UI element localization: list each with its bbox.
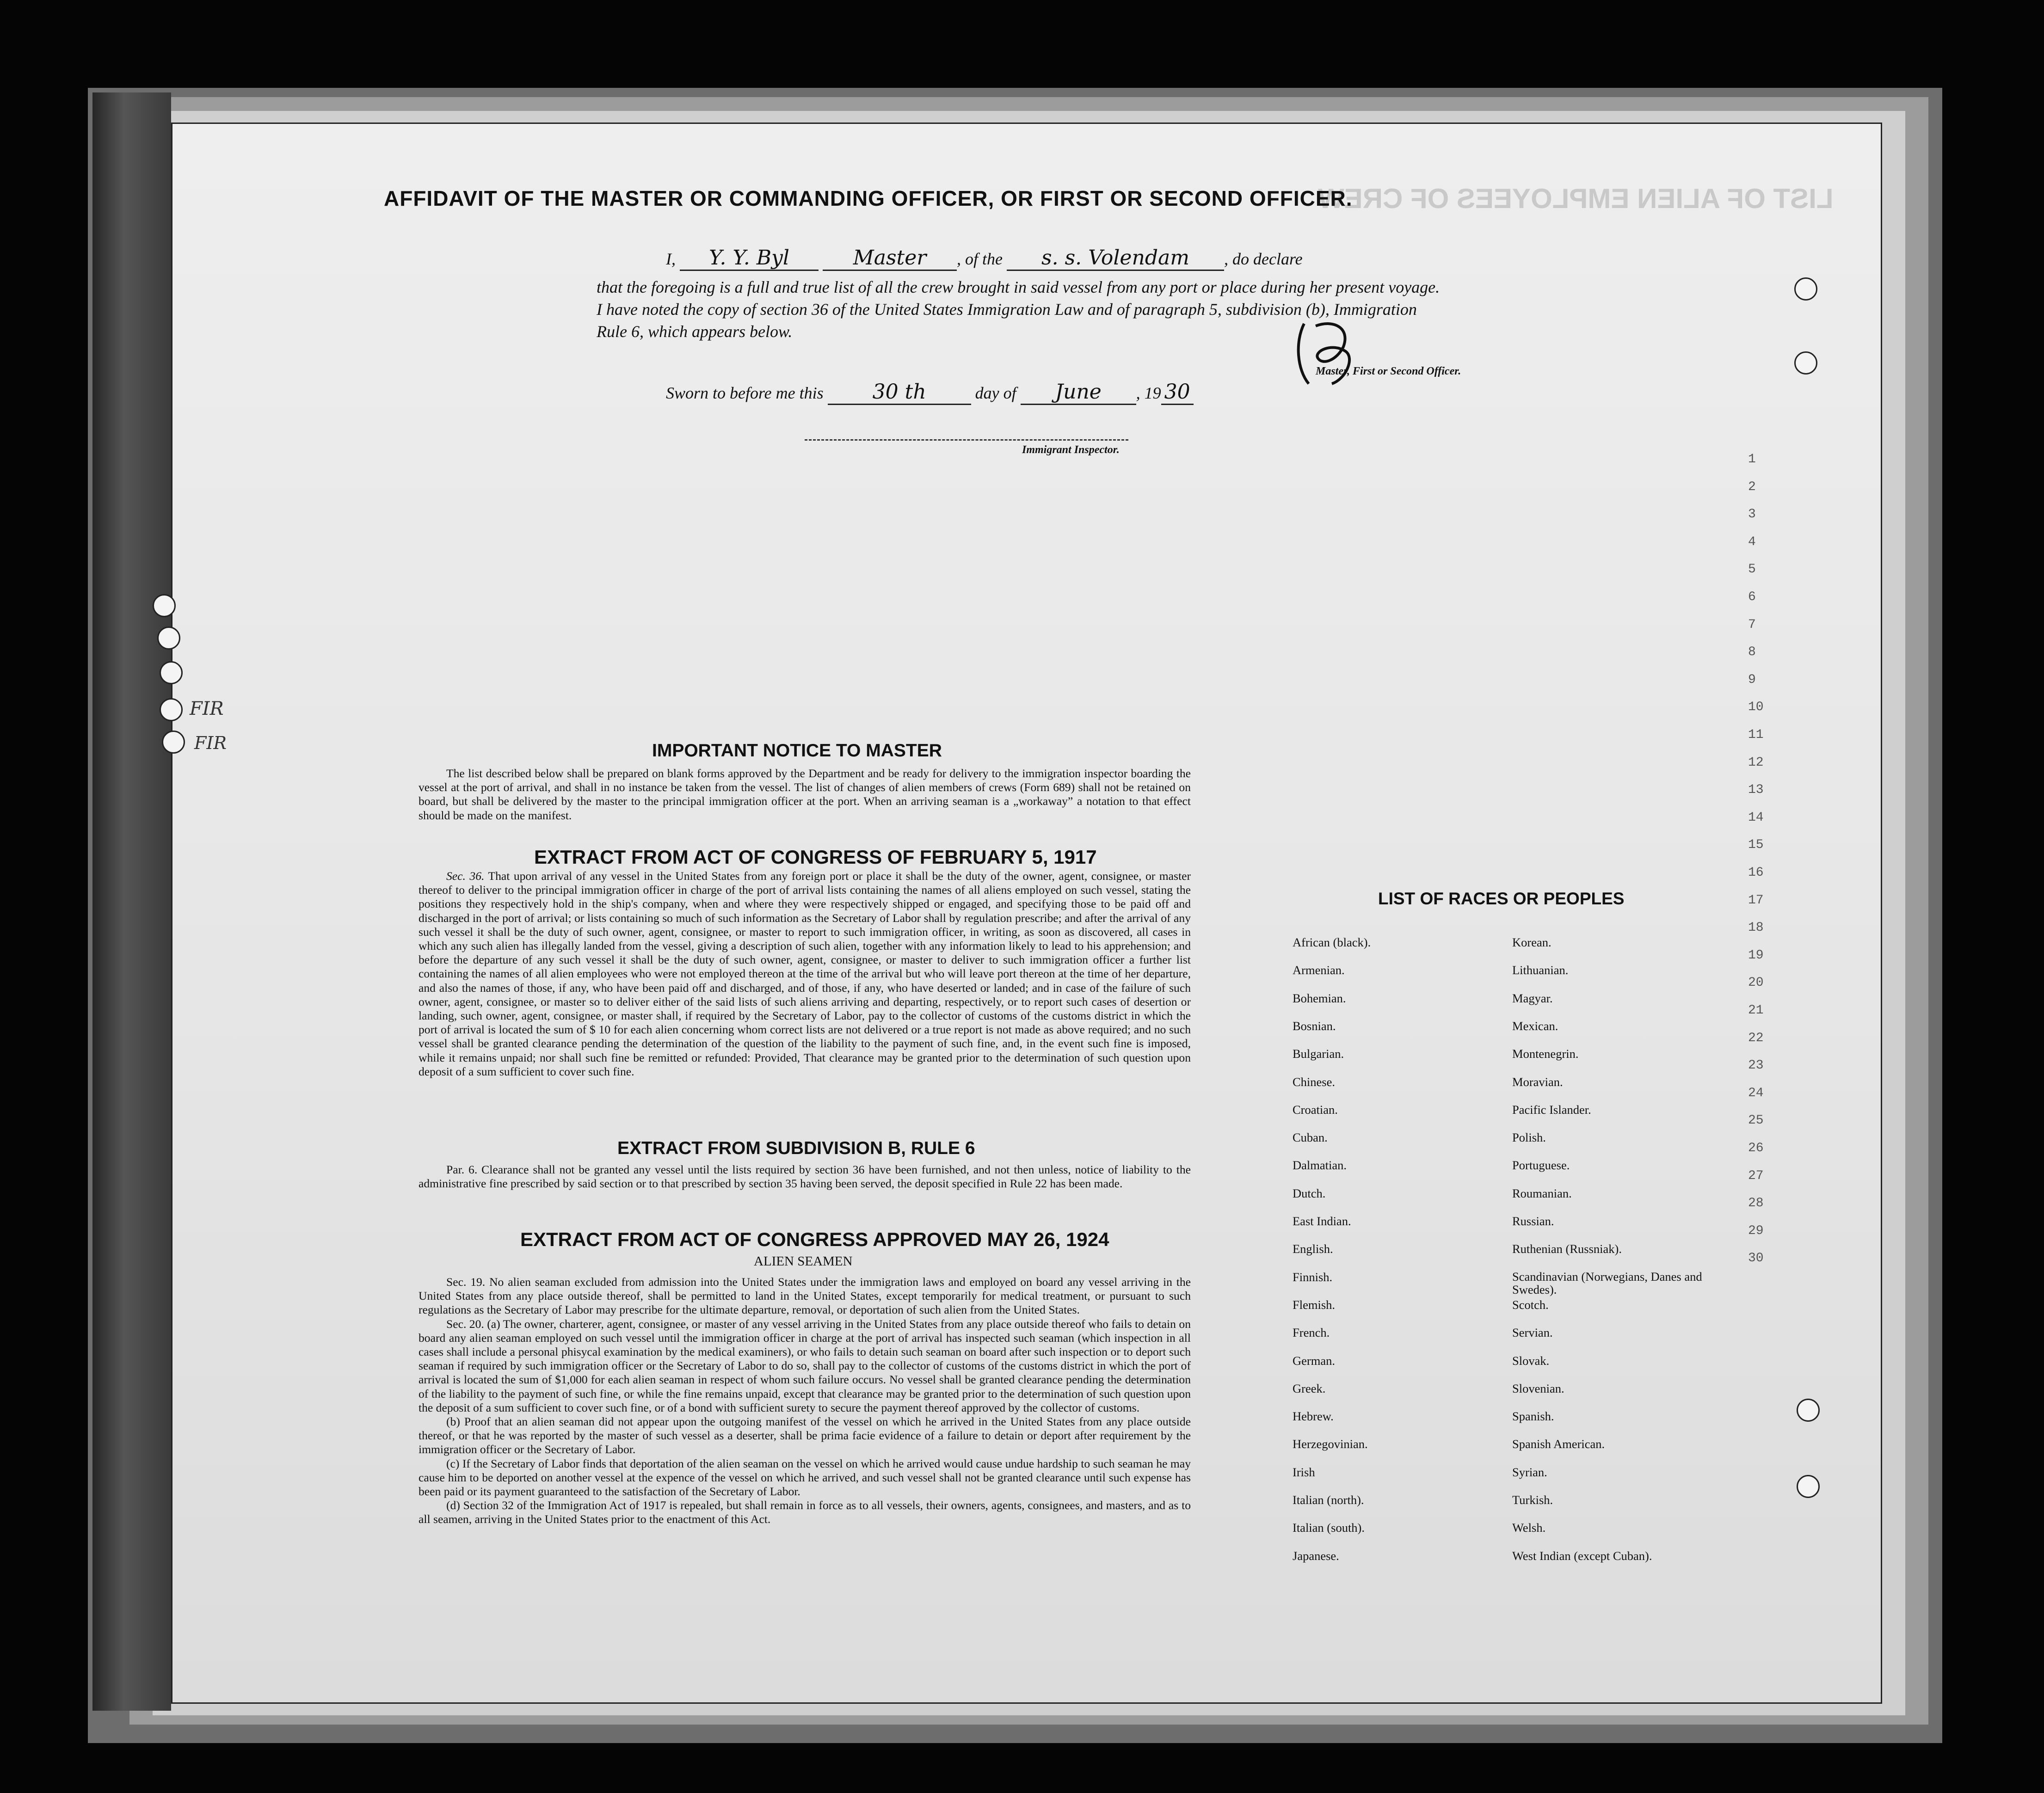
punch-hole-icon [157,626,180,650]
extract-1917-text [419,869,1191,1079]
race-item: Scandinavian (Norwegians, Danes and Swedes). [1512,1269,1702,1296]
races-title: LIST OF RACES OR PEOPLES [1378,889,1625,908]
sec-20d-text: (d) Section 32 of the Immigration Act of 1917 is repealed, but shall remain in force as to all vessels, their owners, agents, consignees, and masters, and as to all seamen, arriving in the United States prior to the enactment of this Act. [419,1498,1191,1526]
race-item: Dutch. [1293,1186,1326,1200]
sec-20b-text: (b) Proof that an alien seaman did not appear upon the outgoing manifest of the vessel on which he arrived in the United States from any place outside thereof, or that he was reported by the master of such vessel as a deserter, shall be prima facie evidence of a failure to detain or deport after requirement by the immigration officer or the Secretary of Labor. [419,1415,1191,1456]
race-item: Flemish. [1293,1297,1336,1312]
race-item: African (black). [1293,935,1371,949]
race-item: Bohemian. [1293,991,1346,1005]
punch-hole-icon [160,698,183,721]
margin-handwriting: FIR [194,733,227,753]
race-item: Croatian. [1293,1102,1338,1117]
race-item: Pacific Islander. [1512,1102,1591,1117]
race-item: Slovak. [1512,1353,1550,1368]
bleed-row-number: 23 [1748,1058,1764,1073]
punch-hole-icon [1797,1475,1820,1498]
bleed-row-number: 2 [1748,479,1756,494]
punch-hole-icon [1794,277,1817,301]
bleed-row-number: 18 [1748,921,1764,935]
sec-19-text: Sec. 19. No alien seaman excluded from admission into the United States under the immigration laws and employed on board any vessel arriving in the United States from any place outside thereof, shall be permitted to land in the United States, except temporarily for medical treatment, or pursuant to such regulations as the Secretary of Labor may prescribe for the ultimate departure, removal, or deportation of such alien from the United States. [419,1275,1191,1317]
bleed-row-number: 1 [1748,452,1756,467]
bleed-row-number: 17 [1748,893,1764,908]
race-item: Portuguese. [1512,1158,1570,1173]
sec-20c-text: (c) If the Secretary of Labor finds that deportation of the alien seaman on the vessel on which he arrived would cause undue hardship to such seaman he may cause him to be deported on another vessel at the expence of the vessel on which he arrived, and such vessel shall not be granted clearance until such expense has been paid or its payment guaranteed to the satisfaction of the Secretary of Labor. [419,1456,1191,1498]
race-item: Dalmatian. [1293,1158,1347,1173]
extract-1924-text [419,1275,1191,1527]
day-of-label: day of [975,384,1016,402]
race-item: Irish [1293,1465,1315,1479]
bleed-row-number: 8 [1748,645,1756,660]
punch-hole-icon [162,731,185,754]
affidavit-line-3: I have noted the copy of section 36 of the United States Immigration Law and of paragraph 5, subdivision (b), Immigration [597,300,1417,319]
inspector-signature-line [805,439,1128,441]
sec-20a-text: Sec. 20. (a) The owner, charterer, agent, consignee, or master of any vessel arriving in the United States from any place outside thereof who fails to detain on board any alien seaman employed on such vessel until the immigration officer in charge at the port of arrival has inspected such seaman (which inspection in all cases shall include a personal phisycal examination by the medical examiners), or who fails to detain such seaman on board after such inspection or to deport such seaman if required by such immigration officer or the Secretary of Labor to do so, shall pay to the collector of customs of the customs district in which the port of arrival is located the sum of $1,000 for each alien seaman in respect of whom such failure occurs. No vessel shall be granted clearance pending the determination of the liability to the payment of such fine, or while the fine remains unpaid, except that clearance may be granted prior to the determination of such question upon the deposit of a sum sufficient to cover such fine, or of a bond with sufficient surety to secure the payment thereof approved by the collector of customs. [419,1317,1191,1414]
race-item: Moravian. [1512,1075,1563,1089]
extract-1924-title: EXTRACT FROM ACT OF CONGRESS APPROVED MAY 26, 1924 [520,1228,1109,1250]
race-item: Cuban. [1293,1130,1328,1145]
affidavit-line-2: that the foregoing is a full and true list of all the crew brought in said vessel from any port or place during her present voyage. [597,278,1440,296]
race-item: French. [1293,1326,1330,1340]
of-the-label: , of the [957,250,1003,268]
sworn-month: June [1021,380,1136,405]
race-item: German. [1293,1353,1335,1368]
binding-strip [92,92,171,1711]
margin-handwriting: FIR [190,698,224,719]
race-item: Slovenian. [1512,1381,1564,1395]
punch-hole-icon [160,661,183,684]
affidavit-i: I, [666,250,676,268]
bleed-row-number: 20 [1748,976,1764,990]
sec-36-body: That upon arrival of any vessel in the United States from any foreign port or place it shall be the duty of the owner, agent, consignee, or master thereof to deliver to the principal immigration officer in charge of the port of arrival lists containing the names of all aliens employed on such vessel, stating the positions they respectively hold in the ship's company, when and where they were respectively shipped or engaged, and specifying those to be paid off and discharged in the port of arrival; or lists containing so much of such information as the Secretary of Labor shall by regulation prescribe; and after the arrival of any such vessel it shall be the duty of such owner, agent, consignee, or master to report to such immigration officer, in writing, as soon as discovered, all cases in which any such alien has illegally landed from the vessel, giving a description of such alien, together with any information likely to lead to his apprehension; and before the departure of any such vessel it shall be the duty of such owner, agent, consignee, or master to deliver to such immigration officer a further list containing the names of all alien employees who were not employed thereon at the time of the arrival but who will leave port thereon at the time of her departure, and also the names of those, if any, who have been paid off and discharged, and of those, if any, who have deserted or landed; and in case of the failure of such owner, agent, consignee, or master so to deliver either of the said lists of such aliens arriving and departing, respectively, or to report such cases of desertion or landing, such owner, agent, consignee, or master shall, if required by the Secretary of Labor, pay to the collector of customs of the customs district in which the port of arrival is located the sum of $ 10 for each alien concerning whom correct lists are not delivered or a true report is not made as above required; and no such vessel shall be granted clearance pending the determination of the question of the liability to the payment of such fine, and, in the event such fine is imposed, while it remains unpaid; nor shall such fine be remitted or refunded: Provided, That clearance may be granted prior to the determination of such question upon deposit of a sum sufficient to cover such fine. [419,869,1191,1078]
race-item: Bosnian. [1293,1019,1336,1033]
bleed-row-number: 21 [1748,1003,1764,1018]
bleed-row-number: 22 [1748,1031,1764,1045]
extract-1917-title: EXTRACT FROM ACT OF CONGRESS OF FEBRUARY 5, 1917 [534,846,1097,868]
punch-hole-icon [153,594,176,617]
race-item: Spanish. [1512,1409,1554,1424]
race-item: Montenegrin. [1512,1047,1579,1061]
race-item: Mexican. [1512,1019,1558,1033]
bleed-row-number: 27 [1748,1168,1764,1183]
bleed-row-number: 12 [1748,755,1764,770]
race-item: Welsh. [1512,1521,1546,1535]
bleed-row-number: 26 [1748,1141,1764,1155]
race-item: Bulgarian. [1293,1047,1344,1061]
bleed-row-number: 7 [1748,617,1756,632]
affidavit-line-4: Rule 6, which appears below. [597,322,793,341]
race-item: West Indian (except Cuban). [1512,1548,1652,1563]
bleed-row-number: 24 [1748,1086,1764,1100]
race-item: Lithuanian. [1512,963,1569,977]
bleed-row-number: 6 [1748,590,1756,604]
bleed-through-title: LIST OF ALIEN EMPLOYEES OF CREW [1318,183,1834,214]
race-item: Japanese. [1293,1548,1339,1563]
sworn-label: Sworn to before me this [666,384,824,402]
race-item: Armenian. [1293,963,1345,977]
race-item: Scotch. [1512,1297,1549,1312]
race-item: Italian (south). [1293,1521,1365,1535]
bleed-row-number: 5 [1748,562,1756,577]
signer-label: Master, First or Second Officer. [1316,365,1461,377]
race-item: Hebrew. [1293,1409,1334,1424]
race-item: Turkish. [1512,1493,1553,1507]
affidavit-title: AFFIDAVIT OF THE MASTER OR COMMANDING OFFICER, OR FIRST OR SECOND OFFICER. [384,186,1353,210]
bleed-row-number: 3 [1748,507,1756,522]
race-item: Ruthenian (Russniak). [1512,1242,1622,1256]
bleed-row-number: 29 [1748,1223,1764,1238]
sworn-year-prefix: , 19 [1136,384,1161,402]
punch-hole-icon [1797,1399,1820,1422]
bleed-row-number: 14 [1748,810,1764,825]
rule-6-title: EXTRACT FROM SUBDIVISION B, RULE 6 [617,1138,975,1158]
punch-hole-icon [1794,351,1817,375]
bleed-row-number: 10 [1748,700,1764,715]
bleed-row-number: 15 [1748,838,1764,853]
race-item: English. [1293,1242,1333,1256]
race-item: Chinese. [1293,1075,1335,1089]
race-item: Servian. [1512,1326,1553,1340]
bleed-row-number: 30 [1748,1251,1764,1266]
sworn-day: 30 th [828,380,971,405]
race-item: Spanish American. [1512,1437,1605,1451]
alien-seamen-subtitle: ALIEN SEAMEN [754,1254,853,1269]
race-item: Polish. [1512,1130,1546,1145]
sworn-line [666,380,1194,405]
do-declare-label: , do declare [1224,250,1303,268]
notice-title: IMPORTANT NOTICE TO MASTER [652,741,942,761]
race-item: Korean. [1512,935,1551,949]
bleed-row-number: 4 [1748,534,1756,549]
race-item: Herzegovinian. [1293,1437,1368,1451]
bleed-row-number: 13 [1748,783,1764,798]
bleed-row-number: 28 [1748,1196,1764,1211]
sworn-year: 30 [1161,380,1194,405]
inspector-label: Immigrant Inspector. [1022,444,1120,456]
officer-signature [1290,314,1373,393]
race-item: East Indian. [1293,1214,1351,1228]
vessel-name: s. s. Volendam [1007,246,1224,271]
race-item: Russian. [1512,1214,1554,1228]
bleed-row-number: 25 [1748,1113,1764,1128]
race-item: Finnish. [1293,1270,1333,1284]
bleed-row-number: 19 [1748,948,1764,963]
race-item: Magyar. [1512,991,1553,1005]
master-name: Y. Y. Byl [680,246,819,271]
bleed-row-number: 11 [1748,728,1764,742]
race-item: Syrian. [1512,1465,1547,1479]
affidavit-line-1 [666,246,1303,271]
race-item: Roumanian. [1512,1186,1572,1200]
rule-6-text: Par. 6. Clearance shall not be granted any vessel until the lists required by section 36 have been furnished, and not then unless, notice of liability to the administrative fine prescribed by said section or to that prescribed by section 35 having been served, the deposit specified in Rule 22 has been made. [419,1163,1191,1191]
bleed-row-number: 9 [1748,672,1756,687]
notice-text: The list described below shall be prepared on blank forms approved by the Department and be ready for delivery to the immigration inspector boarding the vessel at the port of arrival, and shall in no instance be taken from the vessel. The list of changes of alien members of crews (Form 689) shall not be retained on board, but shall be delivered by the master to the principal immigration officer at the port. When an arriving seaman is a „workaway” a notation to that effect should be made on the manifest. [419,767,1191,822]
race-item: Italian (north). [1293,1493,1364,1507]
race-item: Greek. [1293,1381,1326,1395]
bleed-row-number: 16 [1748,866,1764,880]
master-rank: Master [823,246,957,271]
sec-36-label: Sec. 36. [446,869,485,883]
